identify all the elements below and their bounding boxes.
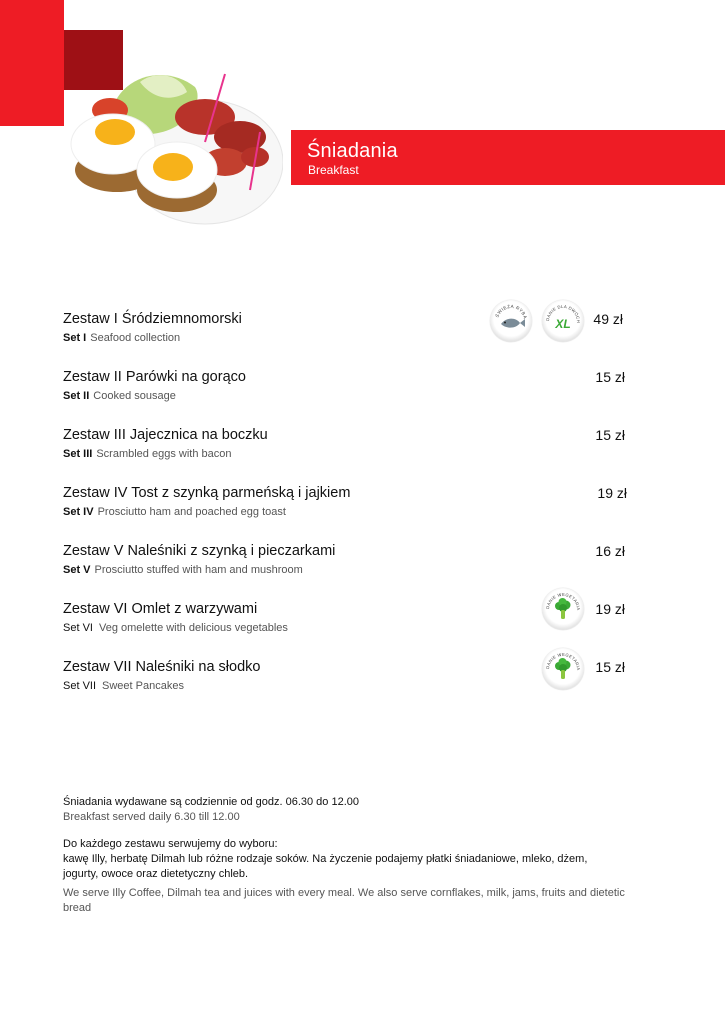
item-price: 49 zł [593,311,623,327]
xl-mark: XL [555,317,571,331]
drinks-note-pl-2: kawę Illy, herbatę Dilmah lub różne rodzaje soków. Na życzenie podajemy płatki śniadaniowe, mleko, dżem, [63,853,588,865]
item-desc-text: Seafood collection [90,332,181,344]
vegetarian-icon [542,588,584,630]
menu-item [63,485,643,525]
set-label: Set VII [63,680,97,692]
item-price: 19 zł [595,601,625,617]
set-label: Set V [63,564,91,576]
item-desc-text: Prosciutto stuffed with ham and mushroom [94,564,303,576]
item-description [63,564,303,576]
item-desc-text: Prosciutto ham and poached egg toast [97,506,286,518]
item-name: Zestaw IV Tost z szynką parmeńską i jajkiem [63,485,351,501]
item-description [63,448,231,460]
item-price: 15 zł [595,659,625,675]
veg-badge-label: DANIE WEGETARIA [544,651,582,671]
section-header-banner [291,130,725,185]
set-label: Set I [63,332,87,344]
fish-badge-label: ŚWIEŻA RYBA [494,303,528,320]
item-price: 19 zł [597,485,627,501]
item-desc-text: Scrambled eggs with bacon [96,448,232,460]
drinks-note-en-2: bread [63,902,92,914]
fish-icon [490,300,532,342]
set-label: Set VI [63,622,93,634]
item-name: Zestaw V Naleśniki z szynką i pieczarkami [63,543,336,559]
item-name: Zestaw I Śródziemnomorski [63,311,242,327]
item-description [63,622,288,634]
veg-badge-label: DANIE WEGETARIA [544,591,582,611]
item-description [63,506,286,518]
item-price: 16 zł [595,543,625,559]
drinks-note-pl-1: Do każdego zestawu serwujemy do wyboru: [63,838,278,850]
item-desc-text: Cooked sousage [93,390,176,402]
xl-icon [542,300,584,342]
set-label: Set II [63,390,90,402]
xl-badge-label: DANIE DLA DWÓCH [544,303,582,324]
item-price: 15 zł [595,369,625,385]
item-description [63,332,180,344]
drinks-note-pl-3: jogurty, owoce oraz dietetyczny chleb. [63,868,249,880]
svg-text:ŚWIEŻA RYBA [493,303,528,320]
hours-note-en: Breakfast served daily 6.30 till 12.00 [63,811,240,823]
menu-item [63,427,643,467]
section-title: Śniadania [307,140,398,162]
item-name: Zestaw II Parówki na gorąco [63,369,246,385]
item-desc-text: Sweet Pancakes [102,680,184,692]
drinks-note-en-1: We serve Illy Coffee, Dilmah tea and juices with every meal. We also serve cornflakes, milk, jams, fruits and dietetic [63,887,625,899]
item-name: Zestaw III Jajecznica na boczku [63,427,268,443]
set-label: Set IV [63,506,94,518]
item-name: Zestaw VII Naleśniki na słodko [63,659,261,675]
item-price: 15 zł [595,427,625,443]
item-description [63,680,184,692]
item-desc-text: Veg omelette with delicious vegetables [98,622,288,634]
vegetarian-icon [542,648,584,690]
menu-item [63,543,643,583]
menu-item [63,369,643,409]
breakfast-photo [55,62,283,228]
item-name: Zestaw VI Omlet z warzywami [63,601,258,617]
section-subtitle: Breakfast [308,163,359,177]
hours-note-pl: Śniadania wydawane są codziennie od godz. 06.30 do 12.00 [63,796,360,808]
item-description [63,390,176,402]
set-label: Set III [63,448,93,460]
